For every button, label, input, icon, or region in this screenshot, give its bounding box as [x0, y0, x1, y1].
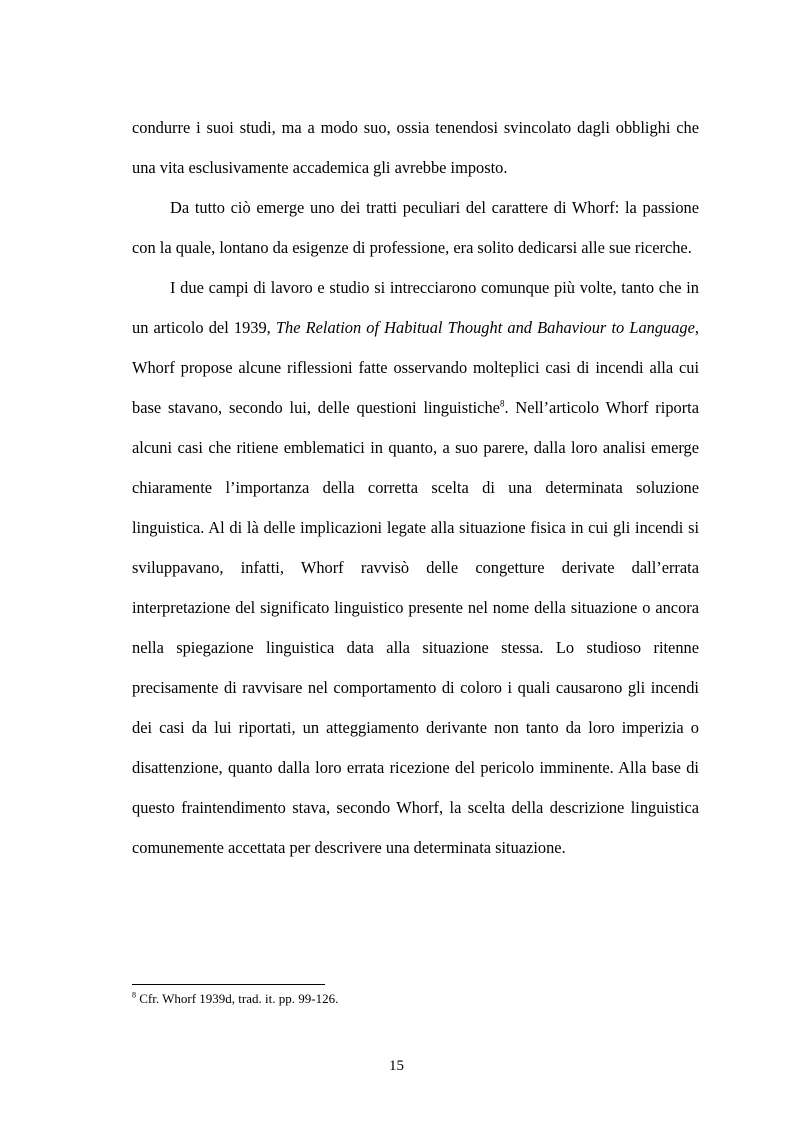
footnote-number: 8: [132, 990, 136, 1000]
footnote-reference: 8: [499, 398, 505, 409]
paragraph: [132, 188, 699, 268]
page-number: 15: [389, 1058, 404, 1074]
body-text: [132, 108, 699, 868]
footnote: [132, 990, 699, 1008]
paragraph-3-text-middle: , Whorf propose alcune riflessioni fatte osservando molteplici casi di incendi alla cui base stavano, secondo lui, delle questioni linguistiche: [132, 318, 699, 417]
paragraph-2-text: Da tutto ciò emerge uno dei tratti peculiari del carattere di Whorf: la passione con la quale, lontano da esigenze di professione, era solito dedicarsi alle sue ricerche.: [132, 198, 699, 257]
footnote-text: Cfr. Whorf 1939d, trad. it. pp. 99-126.: [136, 991, 339, 1006]
article-title: The Relation of Habitual Thought and Bahaviour to Language: [275, 318, 695, 337]
paragraph: [132, 268, 699, 868]
paragraph-continuation: [132, 108, 699, 188]
paragraph-3-text-end: . Nell’articolo Whorf riporta alcuni casi che ritiene emblematici in quanto, a suo parere, dalla loro analisi emerge chiaramente l’importanza della corretta scelta di una determinata soluzione linguistica. Al di là delle implicazioni legate alla situazione fisica in cui gli incendi si sviluppavano, infatti, Whorf ravvisò delle congetture derivate dall’errata interpretazione del significato linguistico presente nel nome della situazione o ancora nella spiegazione linguistica data alla situazione stessa. Lo studioso ritenne precisamente di ravvisare nel comportamento di coloro i quali causarono gli incendi dei casi da lui riportati, un atteggiamento derivante non tanto da loro imperizia o disattenzione, quanto dalla loro errata ricezione del pericolo imminente. Alla base di questo fraintendimento stava, secondo Whorf, la scelta della descrizione linguistica comunemente accettata per descrivere una determinata situazione.: [132, 398, 699, 857]
paragraph-1-text: condurre i suoi studi, ma a modo suo, ossia tenendosi svincolato dagli obblighi che una vita esclusivamente accademica gli avrebbe imposto.: [132, 118, 699, 177]
footnote-separator: [132, 984, 325, 985]
paragraph-3-text-start: I due campi di lavoro e studio si intrecciarono comunque più volte, tanto che in un articolo del 1939,: [132, 278, 699, 337]
